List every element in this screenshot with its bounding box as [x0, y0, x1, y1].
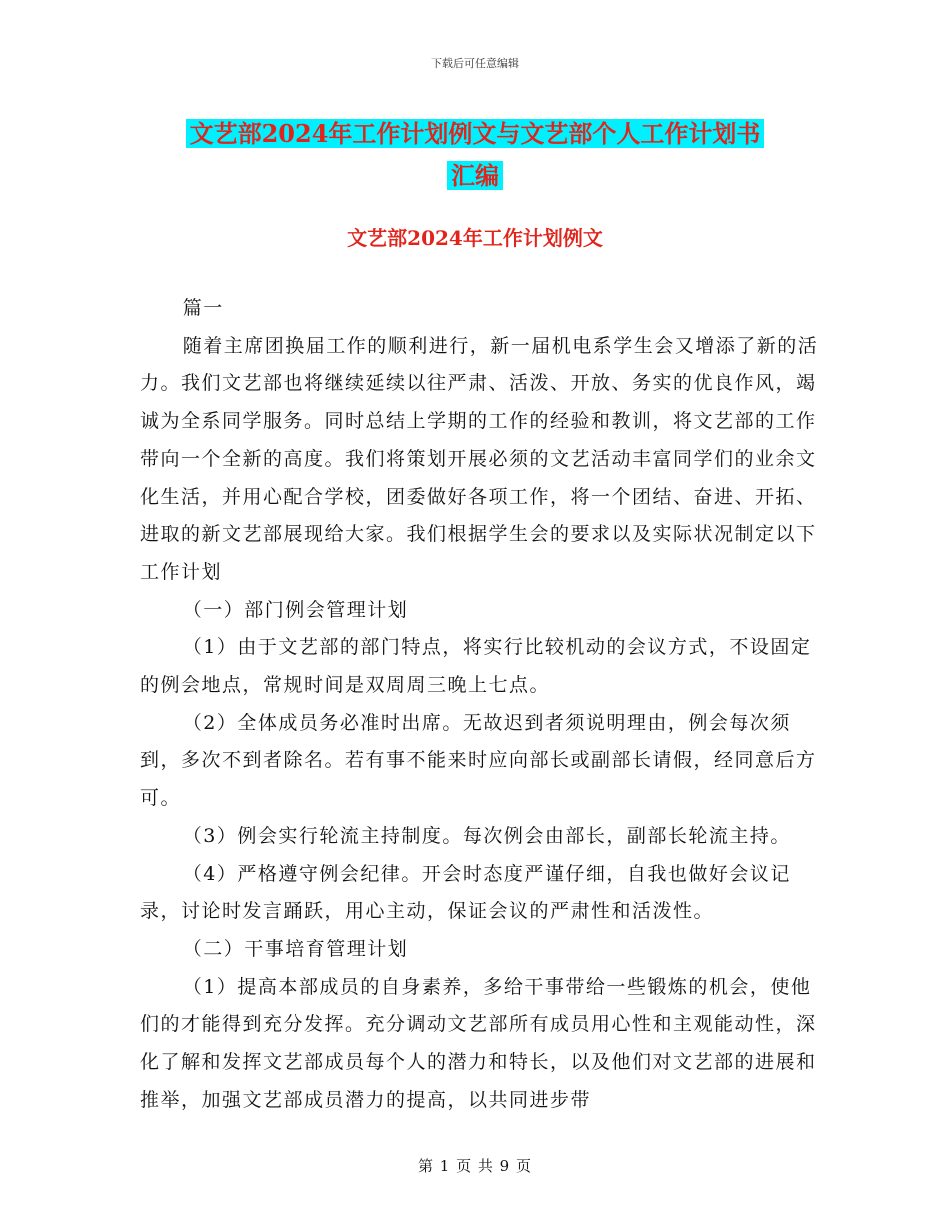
paragraph-meeting-1: （1）由于文艺部的部门特点，将实行比较机动的会议方式，不设固定的例会地点，常规时间是双周周三晚上七点。 — [140, 636, 812, 697]
paragraph-part-label: 篇一 — [182, 297, 224, 319]
paragraph-heading-meeting: （一）部门例会管理计划 — [182, 598, 409, 621]
paragraph-training-1: （1）提高本部成员的自身素养，多给干事带给一些锻炼的机会，使他们的才能得到充分发挥。充分调动文艺部所有成员用心性和主观能动性，深化了解和发挥文艺部成员每个人的潜力和特长，以及他们对文艺部的进展和推举，加强文艺部成员潜力的提高，以共同进步带 — [140, 975, 817, 1111]
section-title: 文艺部2024年工作计划例文 — [347, 226, 603, 250]
document-title-line1: 文艺部2024年工作计划例文与文艺部个人工作计划书 — [186, 119, 765, 148]
document-title — [0, 113, 950, 197]
paragraph-meeting-2: （2）全体成员务必准时出席。无故迟到者须说明理由，例会每次须到，多次不到者除名。若有事不能来时应向部长或副部长请假，经同意后方可。 — [140, 711, 817, 810]
document-title-line2: 汇编 — [447, 161, 503, 190]
paragraph-meeting-3: （3）例会实行轮流主持制度。每次例会由部长，副部长轮流主持。 — [182, 824, 791, 847]
document-body — [140, 290, 820, 1119]
paragraph-meeting-4: （4）严格遵守例会纪律。开会时态度严谨仔细，自我也做好会议记录，讨论时发言踊跃，用心主动，保证会议的严肃性和活泼性。 — [140, 862, 791, 923]
page-number: 第 1 页 共 9 页 — [418, 1157, 532, 1175]
header-note: 下载后可任意编辑 — [431, 57, 519, 70]
paragraph-intro: 随着主席团换届工作的顺利进行，新一届机电系学生会又增添了新的活力。我们文艺部也将继续延续以往严肃、活泼、开放、务实的优良作风，竭诚为全系同学服务。同时总结上学期的工作的经验和教训，将文艺部的工作带向一个全新的高度。我们将策划开展必须的文艺活动丰富同学们的业余文化生活，并用心配合学校，团委做好各项工作，将一个团结、奋进、开拓、进取的新文艺部展现给大家。我们根据学生会的要求以及实际状况制定以下工作计划 — [140, 334, 819, 583]
paragraph-heading-training: （二）干事培育管理计划 — [182, 937, 409, 960]
